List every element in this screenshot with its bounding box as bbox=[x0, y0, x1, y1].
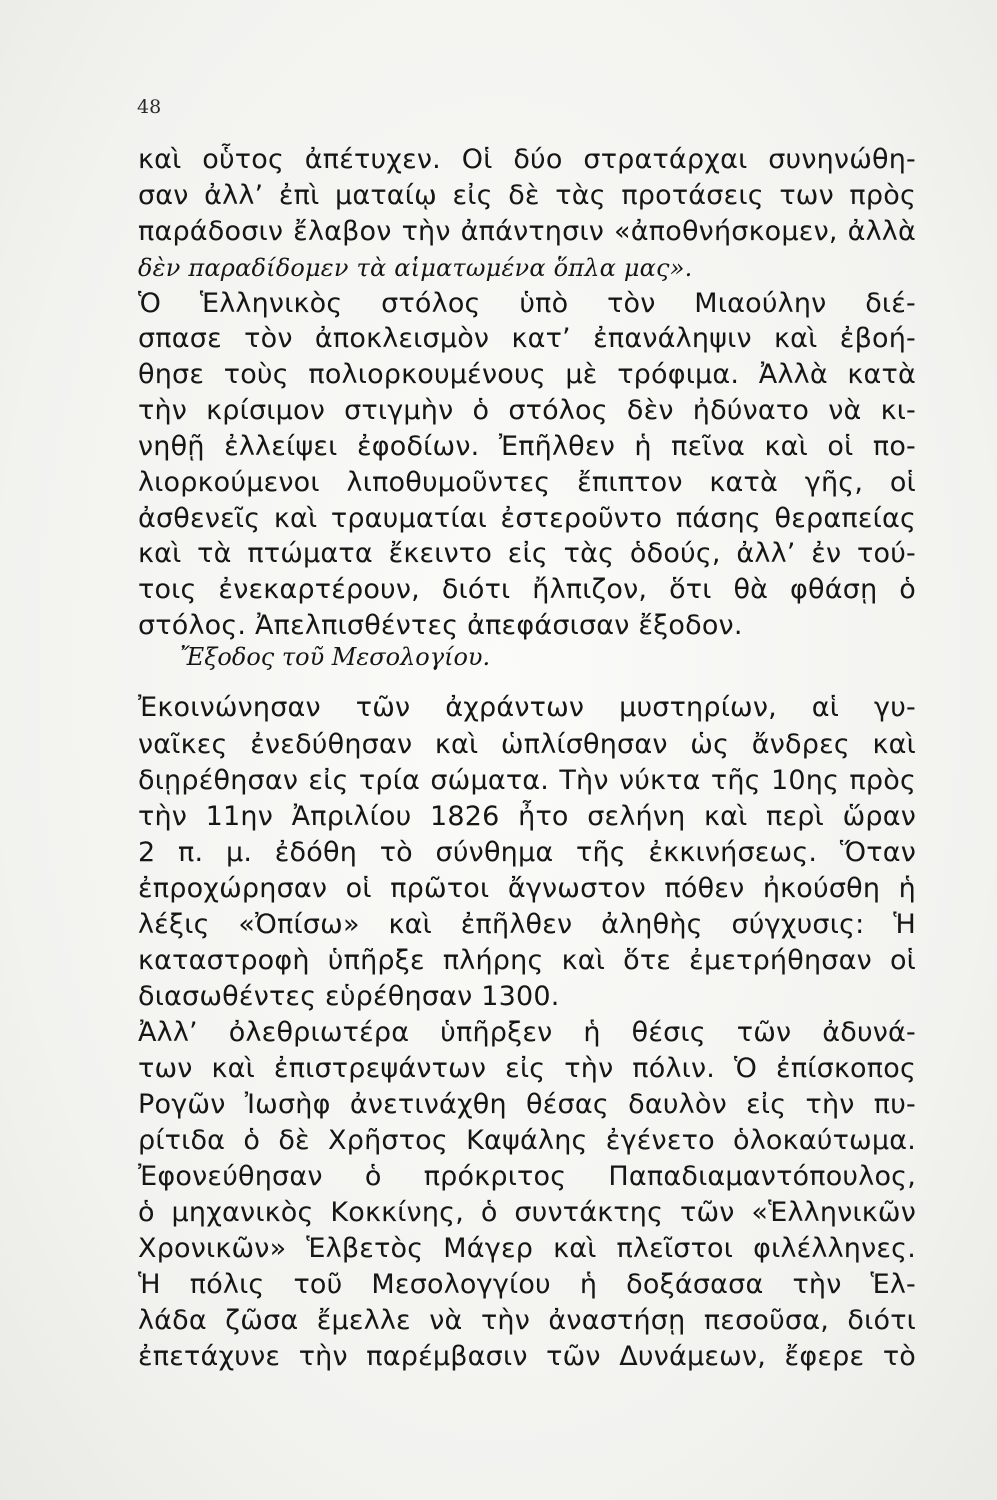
text-line: λέξις «Ὀπίσω» καὶ ἐπῆλθεν ἀληθὴς σύγχυσις: Ἡ bbox=[138, 909, 916, 940]
text-line: καὶ οὗτος ἀπέτυχεν. Οἱ δύο στρατάρχαι συνηνώθη- bbox=[138, 144, 916, 175]
text-line: λιορκούμενοι λιποθυμοῦντες ἔπιπτον κατὰ γῆς, οἱ bbox=[138, 467, 916, 498]
text-line: ναῖκες ἐνεδύθησαν καὶ ὡπλίσθησαν ὡς ἄνδρες καὶ bbox=[138, 729, 916, 760]
text-line: καὶ τὰ πτώματα ἔκειντο εἰς τὰς ὁδούς, ἀλλ’ ἐν τού- bbox=[138, 538, 916, 569]
text-line: ἐπροχώρησαν οἱ πρῶτοι ἄγνωστον πόθεν ἠκούσθη ἡ bbox=[138, 873, 916, 904]
text-line: παράδοσιν ἔλαβον τὴν ἀπάντησιν «ἀποθνήσκομεν, ἀλλὰ bbox=[138, 216, 916, 247]
text-line: διῃρέθησαν εἰς τρία σώματα. Τὴν νύκτα τῆς 10ης πρὸς bbox=[138, 765, 916, 796]
text-line: δὲν παραδίδομεν τὰ αἱματωμένα ὅπλα μας». bbox=[138, 254, 693, 282]
text-line: Ἐκοινώνησαν τῶν ἀχράντων μυστηρίων, αἱ γυ- bbox=[138, 692, 916, 723]
text-line: Ὁ Ἑλληνικὸς στόλος ὑπὸ τὸν Μιαούλην διέ- bbox=[138, 288, 916, 319]
text-line: ἀσθενεῖς καὶ τραυματίαι ἐστεροῦντο πάσης θεραπείας bbox=[138, 503, 916, 534]
text-line: σαν ἀλλ’ ἐπὶ ματαίῳ εἰς δὲ τὰς προτάσεις των πρὸς bbox=[138, 180, 916, 211]
text-line: σπασε τὸν ἀποκλεισμὸν κατ’ ἐπανάληψιν καὶ ἐβοή- bbox=[138, 323, 916, 354]
text-line: λάδα ζῶσα ἔμελλε νὰ τὴν ἀναστήσῃ πεσοῦσα, διότι bbox=[138, 1305, 916, 1336]
text-line: Χρονικῶν» Ἑλβετὸς Μάγερ καὶ πλεῖστοι φιλέλληνες. bbox=[138, 1233, 916, 1264]
text-line: διασωθέντες εὑρέθησαν 1300. bbox=[138, 981, 560, 1012]
section-heading: Ἔξοδος τοῦ Μεσολογίου. bbox=[180, 643, 491, 671]
text-line: ὁ μηχανικὸς Κοκκίνης, ὁ συντάκτης τῶν «Ἑλληνικῶν bbox=[138, 1197, 916, 1228]
text-line: νηθῇ ἐλλείψει ἐφοδίων. Ἐπῆλθεν ἡ πεῖνα καὶ οἱ πο- bbox=[138, 431, 916, 462]
text-line: καταστροφὴ ὑπῆρξε πλήρης καὶ ὅτε ἐμετρήθησαν οἱ bbox=[138, 945, 916, 976]
text-line: τὴν κρίσιμον στιγμὴν ὁ στόλος δὲν ἠδύνατο νὰ κι- bbox=[138, 395, 916, 426]
text-line: 2 π. μ. ἐδόθη τὸ σύνθημα τῆς ἐκκινήσεως. Ὅταν bbox=[138, 837, 916, 868]
text-line: Ἀλλ’ ὀλεθριωτέρα ὑπῆρξεν ἡ θέσις τῶν ἀδυνά- bbox=[138, 1017, 916, 1048]
text-line: Ρογῶν Ἰωσὴφ ἀνετινάχθη θέσας δαυλὸν εἰς τὴν πυ- bbox=[138, 1089, 916, 1120]
text-line: Ἡ πόλις τοῦ Μεσολογγίου ἡ δοξάσασα τὴν Ἑλ- bbox=[138, 1269, 916, 1300]
text-line: ἐπετάχυνε τὴν παρέμβασιν τῶν Δυνάμεων, ἔφερε τὸ bbox=[138, 1341, 916, 1372]
text-line: τοις ἐνεκαρτέρουν, διότι ἤλπιζον, ὅτι θὰ φθάσῃ ὁ bbox=[138, 574, 916, 605]
text-line: Ἐφονεύθησαν ὁ πρόκριτος Παπαδιαμαντόπουλος, bbox=[138, 1161, 916, 1192]
text-line: των καὶ ἐπιστρεψάντων εἰς τὴν πόλιν. Ὁ ἐπίσκοπος bbox=[138, 1053, 916, 1084]
page-number: 48 bbox=[137, 96, 162, 118]
text-line: ρίτιδα ὁ δὲ Χρῆστος Καψάλης ἐγένετο ὁλοκαύτωμα. bbox=[138, 1125, 916, 1156]
text-line: θησε τοὺς πολιορκουμένους μὲ τρόφιμα. Ἀλλὰ κατὰ bbox=[138, 359, 916, 390]
text-line: στόλος. Ἀπελπισθέντες ἀπεφάσισαν ἔξοδον. bbox=[138, 610, 743, 641]
text-line: τὴν 11ην Ἀπριλίου 1826 ἦτο σελήνη καὶ περὶ ὥραν bbox=[138, 801, 916, 832]
